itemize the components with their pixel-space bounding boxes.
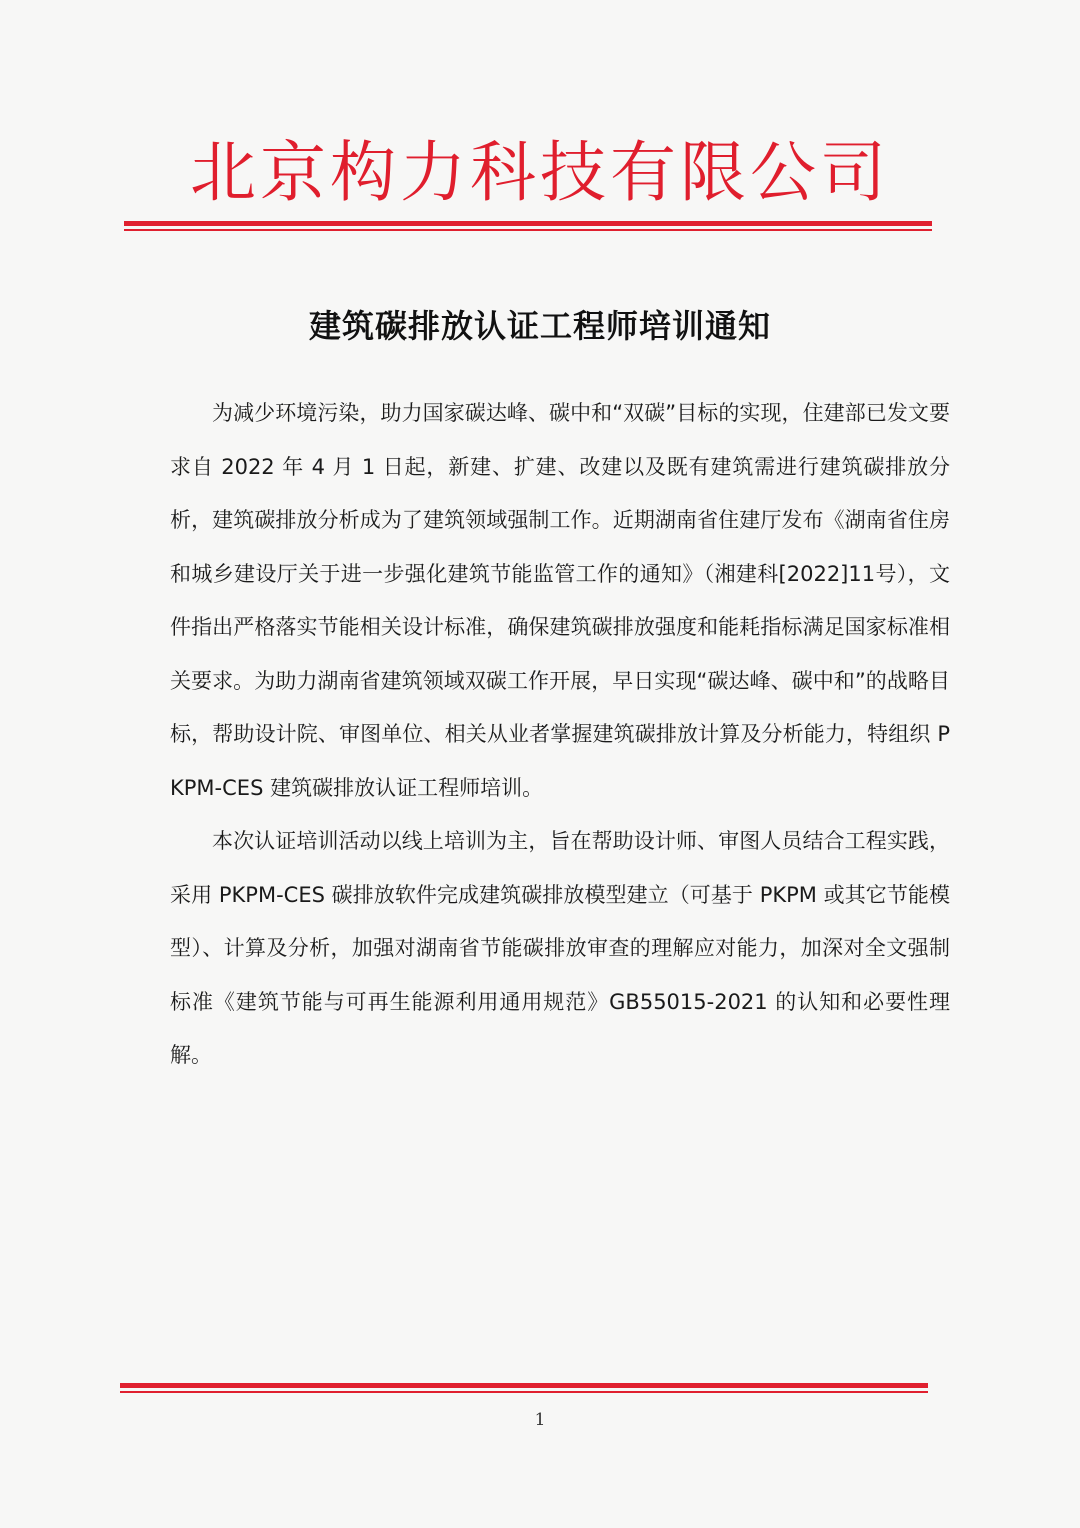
notice-title: 建筑碳排放认证工程师培训通知 — [308, 307, 771, 345]
notice-body — [170, 387, 950, 1083]
rule-thin-line — [120, 1391, 928, 1393]
letterhead-organization-name: 北京构力科技有限公司 — [190, 134, 890, 211]
rule-thin-line — [124, 229, 932, 231]
page-number: 1 — [534, 1410, 546, 1430]
body-paragraph: 本次认证培训活动以线上培训为主，旨在帮助设计师、审图人员结合工程实践，采用 PKPM-CES 碳排放软件完成建筑碳排放模型建立（可基于 PKPM 或其它节能模型）、计算及分析，加强对湖南省节能碳排放审查的理解应对能力，加深对全文强制标准《建筑节能与可再生能源利用通用规范》GB55015-2021 的认知和必要性理解。 — [170, 829, 950, 1067]
body-paragraph: 为减少环境污染，助力国家碳达峰、碳中和“双碳”目标的实现，住建部已发文要求自 2022 年 4 月 1 日起，新建、扩建、改建以及既有建筑需进行建筑碳排放分析，建筑碳排放分析成为了建筑领域强制工作。近期湖南省住建厅发布《湖南省住房和城乡建设厅关于进一步强化建筑节能监管工作的通知》（湘建科[2022]11号），文件指出严格落实节能相关设计标准，确保建筑碳排放强度和能耗指标满足国家标准相关要求。为助力湖南省建筑领域双碳工作开展，早日实现“碳达峰、碳中和”的战略目标，帮助设计院、审图单位、相关从业者掌握建筑碳排放计算及分析能力，特组织 PKPM-CES 建筑碳排放认证工程师培训。 — [170, 401, 950, 800]
footer-rule — [120, 1383, 928, 1393]
letterhead-top-rule — [124, 221, 932, 231]
